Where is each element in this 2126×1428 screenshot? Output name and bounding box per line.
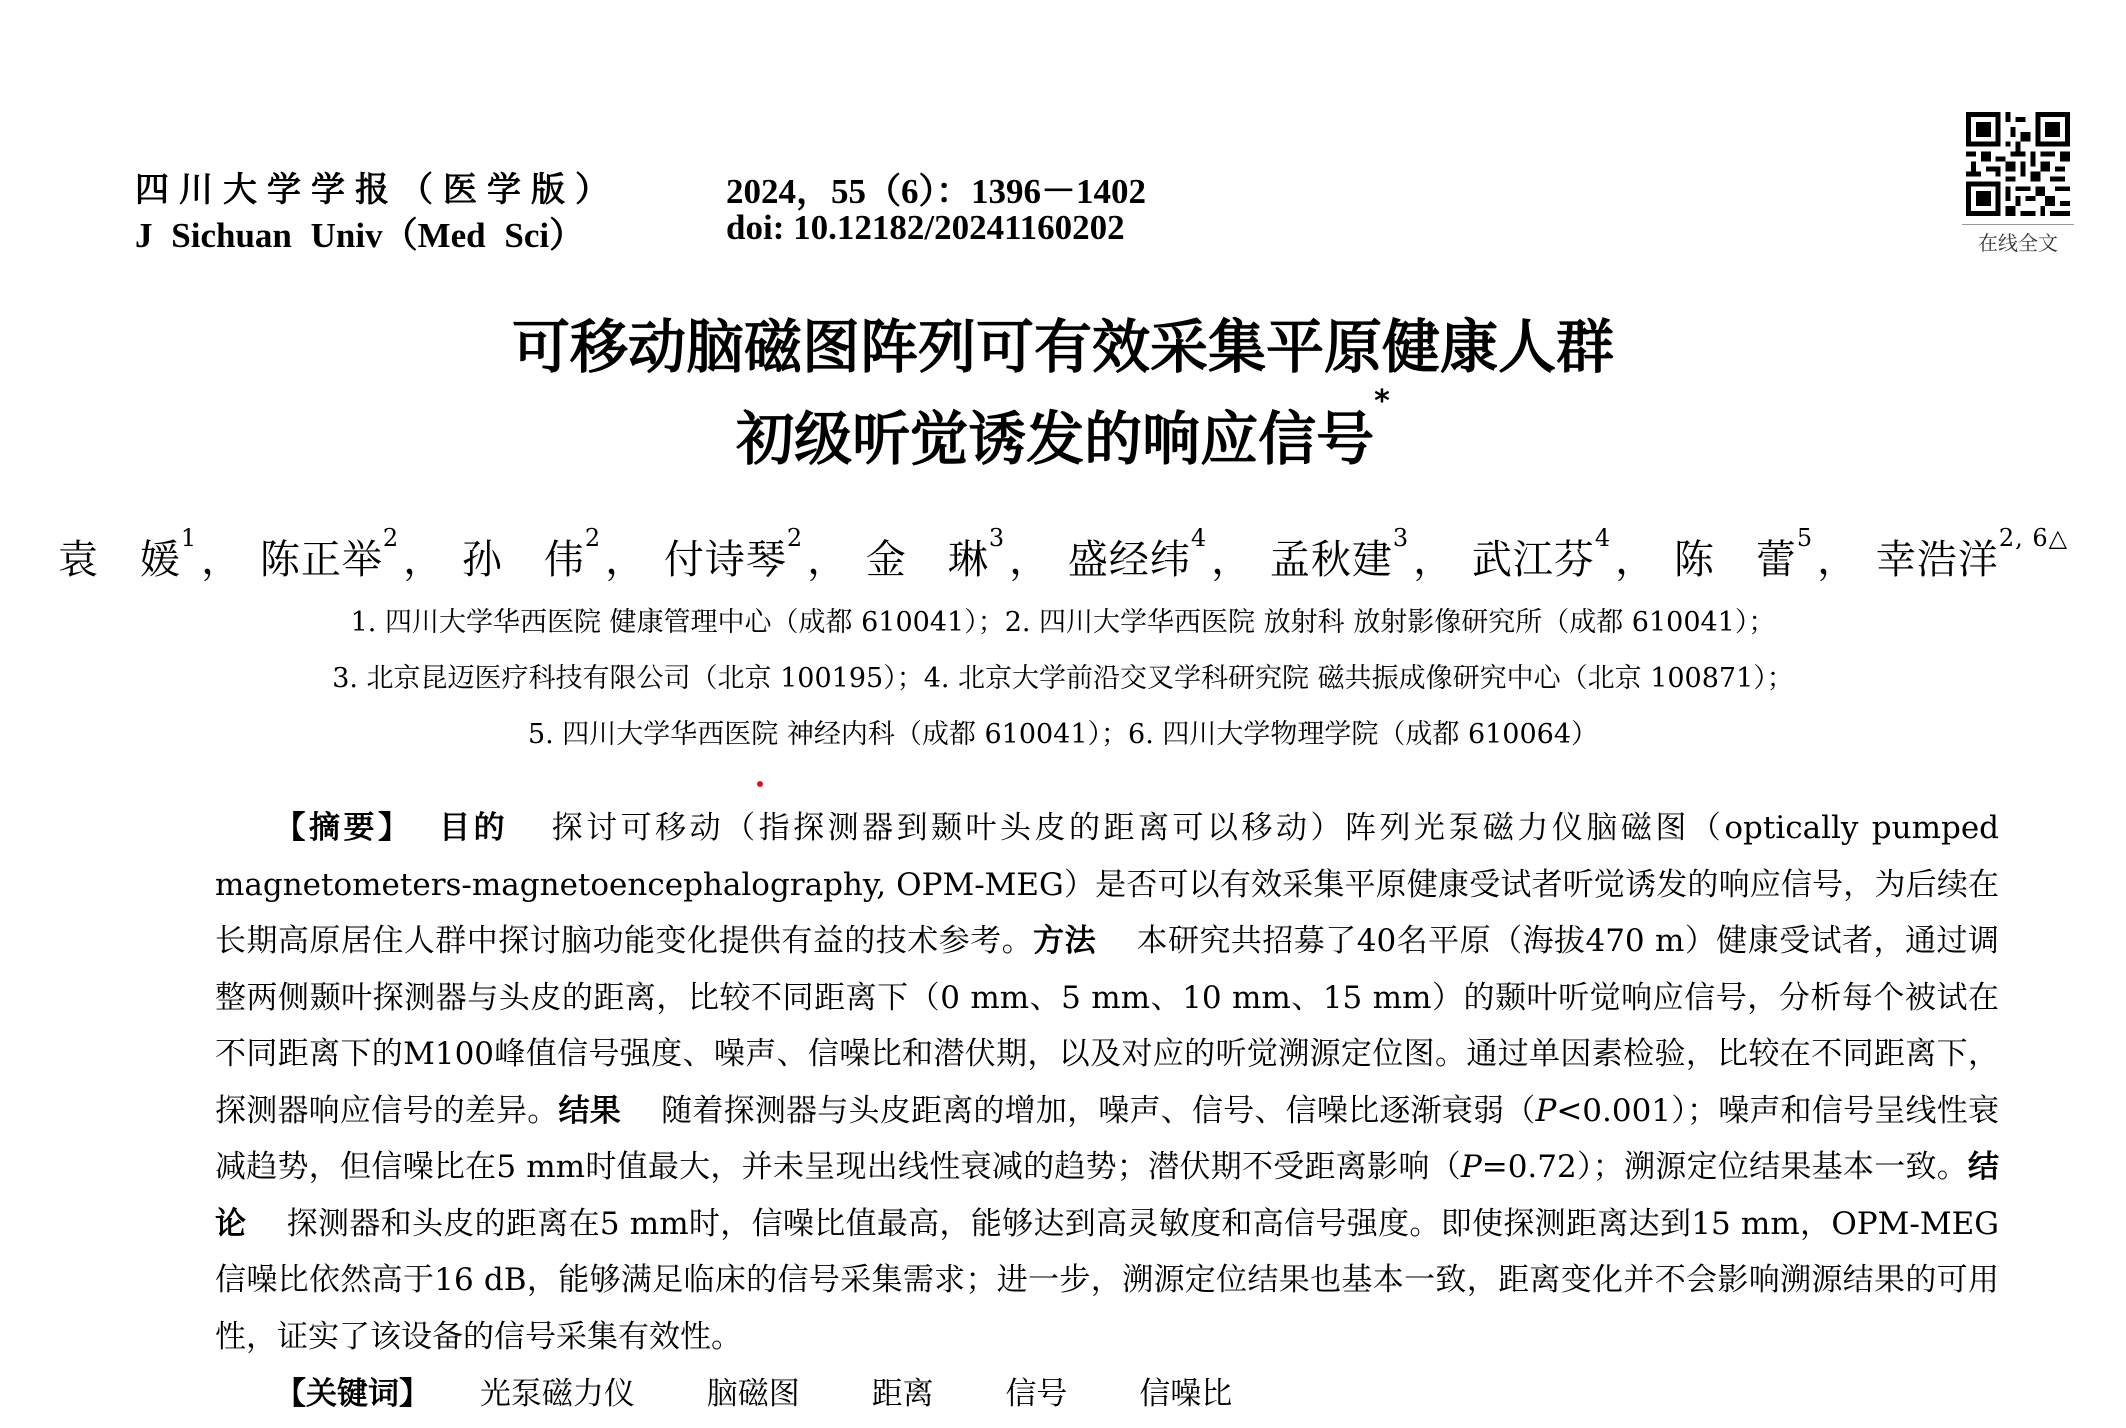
results-label: 结果 — [558, 1092, 621, 1129]
author-affiliation-mark: 2 — [786, 524, 804, 552]
red-dot-marker — [757, 781, 763, 787]
abstract — [215, 800, 1999, 1365]
affiliation-line-2: 3. 北京昆迈医疗科技有限公司（北京 100195）；4. 北京大学前沿交叉学科研究院 磁共振成像研究中心（北京 100871）； — [332, 663, 1794, 694]
author-separator: ， — [1817, 537, 1859, 583]
author-name: 袁 媛 — [57, 537, 181, 583]
author-affiliation-mark: 3 — [988, 524, 1006, 552]
author — [1067, 524, 1208, 583]
author — [57, 524, 198, 583]
author-name: 孟秋建 — [1269, 537, 1393, 583]
keyword: 脑磁图 — [706, 1376, 800, 1412]
results-text-2: <0.001）；噪声和信号呈线性衰减趋势，但信噪比在5 mm时值最大，并未呈现出线性衰减的趋势；潜伏期不受距离影响（ — [215, 1092, 2000, 1185]
author — [1875, 524, 2069, 583]
author-name: 金 琳 — [865, 537, 989, 583]
author — [663, 524, 804, 583]
author-affiliation-mark: 2 — [584, 524, 602, 552]
keywords — [275, 1368, 1294, 1413]
results-text-3: =0.72）；溯源定位结果基本一致。 — [1481, 1149, 1968, 1185]
author — [1269, 524, 1410, 583]
author-affiliation-mark: 5 — [1796, 524, 1814, 552]
paper-title-line-1: 可移动脑磁图阵列可有效采集平原健康人群 — [511, 313, 1614, 381]
keyword: 信噪比 — [1139, 1376, 1233, 1412]
paper-title-line-2 — [0, 384, 2126, 476]
objective-text: 探讨可移动（指探测器到颞叶头皮的距离可以移动）阵列光泵磁力仪脑磁图（optically pumped magnetometers-magnetoencephalography, OPM-MEG）是否可以有效采集平原健康受试者听觉诱发的响应信号，为后续在长期高原居住人群中探讨脑功能变化提供有益的技术参考。 — [215, 810, 2000, 959]
results-text-1: 随着探测器与头皮距离的增加，噪声、信号、信噪比逐渐衰弱（ — [660, 1092, 1536, 1129]
citation-info: 2024，55（6）：1396－1402 — [726, 172, 1147, 211]
journal-name-cn: 四川大学学报（医学版） — [135, 170, 619, 210]
keyword: 距离 — [871, 1376, 934, 1412]
author-separator: ， — [1413, 537, 1455, 583]
author-affiliation-mark: 3 — [1392, 524, 1410, 552]
objective-label: 目的 — [439, 810, 509, 846]
doi[interactable]: doi: 10.12182/20241160202 — [726, 208, 1125, 247]
methods-label: 方法 — [1033, 923, 1097, 959]
author-affiliation-mark: 4 — [1190, 524, 1208, 552]
author-name: 武江芬 — [1471, 537, 1595, 583]
author-separator: ， — [807, 537, 849, 583]
methods-text: 本研究共招募了40名平原（海拔470 m）健康受试者，通过调整两侧颞叶探测器与头皮的距离，比较不同距离下（0 mm、5 mm、10 mm、15 mm）的颞叶听觉响应信号，分析每个被试在不同距离下的M100峰值信号强度、噪声、信噪比和潜伏期，以及对应的听觉溯源定位图。通过单因素检验，比较在不同距离下，探测器响应信号的差异。 — [215, 923, 2000, 1129]
keyword: 信号 — [1005, 1376, 1068, 1412]
author-name: 付诗琴 — [663, 537, 787, 583]
author-separator: ， — [1009, 537, 1051, 583]
keywords-label: 【关键词】 — [275, 1376, 430, 1412]
keyword: 光泵磁力仪 — [479, 1376, 635, 1412]
conclusion-label: 结论 — [215, 1149, 1999, 1242]
abstract-label: 【摘要】 — [271, 810, 413, 846]
author-affiliation-mark: 2 — [382, 524, 400, 552]
qr-code-icon[interactable] — [1966, 112, 2070, 216]
journal-name-en: J Sichuan Univ（Med Sci） — [135, 216, 585, 255]
author — [865, 524, 1006, 583]
author-name: 孙 伟 — [461, 537, 585, 583]
author — [1673, 524, 1814, 583]
author-name: 盛经纬 — [1067, 537, 1191, 583]
author-name: 幸浩洋 — [1875, 537, 1999, 583]
affiliation-line-3: 5. 四川大学华西医院 神经内科（成都 610041）；6. 四川大学物理学院（成都 610064） — [527, 719, 1599, 750]
conclusion-text: 探测器和头皮的距离在5 mm时，信噪比值最高，能够达到高灵敏度和高信号强度。即使探测距离达到15 mm，OPM-MEG信噪比依然高于16 dB，能够满足临床的信号采集需求；进一步，溯源定位结果也基本一致，距离变化并不会影响溯源结果的可用性，证实了该设备的信号采集有效性。 — [215, 1205, 1999, 1355]
affiliation-line-1: 1. 四川大学华西医院 健康管理中心（成都 610041）；2. 四川大学华西医院 放射科 放射影像研究所（成都 610041）； — [350, 607, 1776, 638]
author-separator: ， — [403, 537, 445, 583]
author-separator: ， — [1615, 537, 1657, 583]
title-line-2-text: 初级听觉诱发的响应信号 — [736, 405, 1375, 473]
author-affiliation-mark: 4 — [1594, 524, 1612, 552]
author-separator: ， — [201, 537, 243, 583]
author-affiliation-mark: 2, 6△ — [1998, 524, 2069, 552]
author — [461, 524, 602, 583]
author-separator: ， — [605, 537, 647, 583]
author — [259, 524, 400, 583]
p-value-symbol: P — [1460, 1149, 1482, 1185]
author-name: 陈正举 — [259, 537, 383, 583]
p-value-symbol: P — [1535, 1092, 1557, 1129]
title-footnote-mark: * — [1374, 384, 1390, 419]
author-list — [0, 524, 2126, 585]
author-affiliation-mark: 1 — [180, 524, 198, 552]
author — [1471, 524, 1612, 583]
author-name: 陈 蕾 — [1673, 537, 1797, 583]
author-separator: ， — [1211, 537, 1253, 583]
qr-caption: 在线全文 — [1962, 224, 2074, 256]
